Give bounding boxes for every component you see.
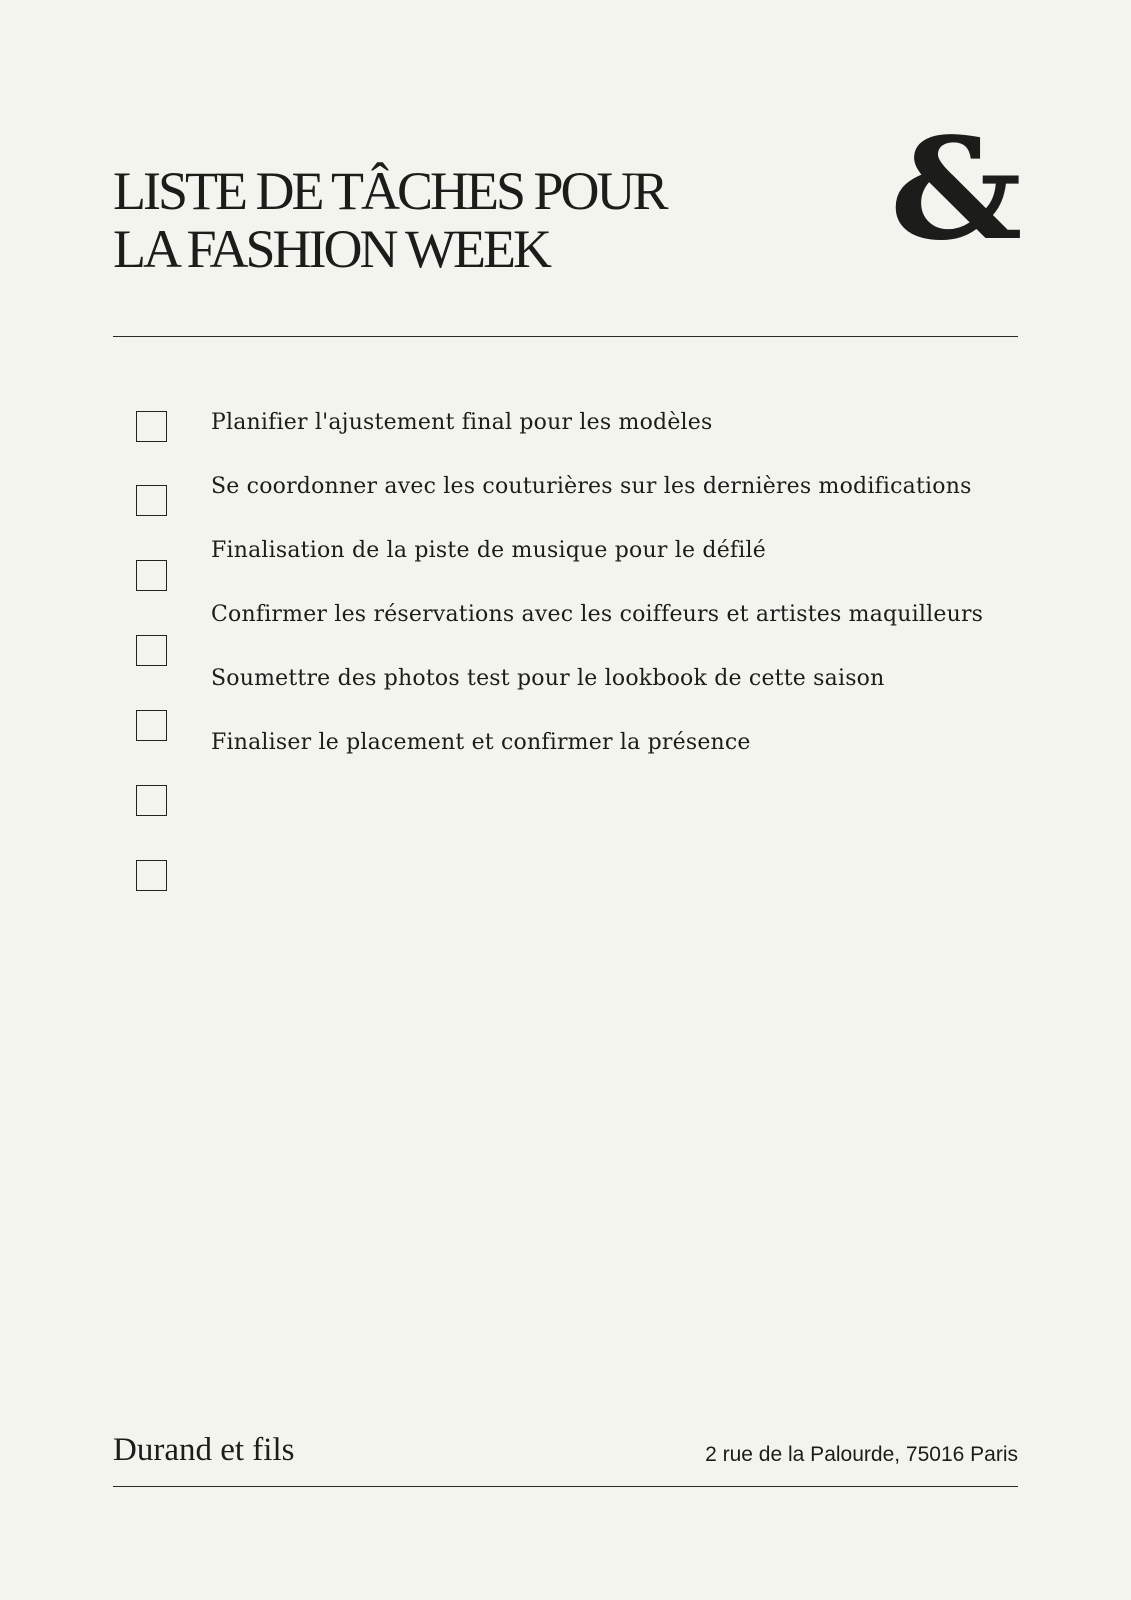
task-list bbox=[211, 403, 983, 787]
checkbox-2[interactable] bbox=[136, 485, 167, 516]
task-item: Confirmer les réservations avec les coiffeurs et artistes maquilleurs bbox=[211, 602, 984, 627]
task-item: Planifier l'ajustement final pour les modèles bbox=[211, 410, 713, 435]
checkbox-3[interactable] bbox=[136, 560, 167, 591]
company-name: Durand et fils bbox=[113, 1432, 295, 1468]
task-item: Soumettre des photos test pour le lookbook de cette saison bbox=[211, 666, 885, 691]
checkbox-7[interactable] bbox=[136, 860, 167, 891]
task-item: Se coordonner avec les couturières sur les dernières modifications bbox=[211, 474, 972, 499]
task-item: Finaliser le placement et confirmer la présence bbox=[211, 730, 751, 755]
checkbox-4[interactable] bbox=[136, 635, 167, 666]
checkbox-1[interactable] bbox=[136, 411, 167, 442]
checkbox-6[interactable] bbox=[136, 785, 167, 816]
bottom-divider bbox=[113, 1486, 1018, 1487]
title-line-2: LA FASHION WEEK bbox=[113, 219, 549, 279]
task-item: Finalisation de la piste de musique pour le défilé bbox=[211, 538, 766, 563]
title-line-1: LISTE DE TÂCHES POUR bbox=[113, 161, 666, 221]
page-title bbox=[113, 162, 753, 278]
ampersand-logo: & bbox=[889, 108, 1023, 272]
checkbox-5[interactable] bbox=[136, 710, 167, 741]
top-divider bbox=[113, 336, 1018, 337]
company-address: 2 rue de la Palourde, 75016 Paris bbox=[705, 1443, 1018, 1466]
